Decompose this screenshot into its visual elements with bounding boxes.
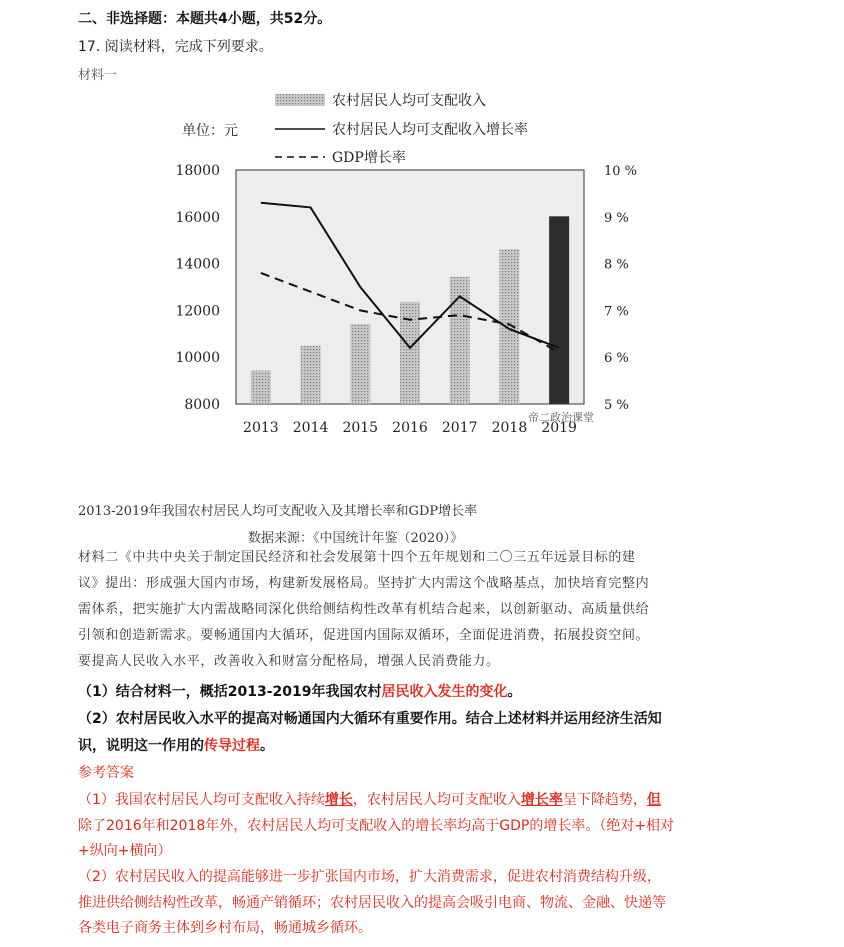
material-1-label: 材料一 [78, 68, 118, 83]
y2-tick-label: 10 % [604, 164, 638, 179]
unit-label: 单位：元 [182, 123, 238, 139]
material-2-line: 议》提出：形成强大国内市场，构建新发展格局。坚持扩大内需这个战略基点，加快培育完整内 [78, 576, 650, 591]
y2-tick-label: 7 % [604, 304, 629, 320]
y-tick-label: 8000 [184, 397, 220, 413]
question-2-line-1: （2）农村居民收入水平的提高对畅通国内大循环有重要作用。结合上述材料并运用经济生活知 [78, 711, 662, 727]
answer-2-line-3: 各类电子商务主体到乡村布局，畅通城乡循环。 [78, 920, 372, 936]
bar-2015 [350, 324, 370, 404]
answer-1-underline: 增长率 [520, 792, 563, 808]
y2-tick-label: 9 % [604, 210, 629, 226]
material-2-line: 引领和创造新需求。要畅通国内大循环，促进国内国际双循环，全面促进消费，拓展投资空间。 [78, 628, 650, 643]
y-tick-label: 18000 [175, 163, 220, 179]
answer-1-line-2: 除了2016年和2018年外，农村居民人均可支配收入的增长率均高于GDP的增长率。（绝对+相对 [78, 818, 675, 834]
income-growth-chart [160, 88, 645, 440]
x-tick-label: 2019 [541, 420, 577, 436]
answer-1-underline: 增长 [324, 792, 353, 808]
x-tick-label: 2016 [392, 420, 428, 436]
legend-swatch-bar [275, 94, 325, 106]
watermark-text: 帝二政治课堂 [528, 411, 594, 424]
chart-caption: 2013-2019年我国农村居民人均可支配收入及其增长率和GDP增长率 [78, 504, 478, 519]
y-tick-label: 10000 [175, 350, 220, 367]
x-tick-label: 2013 [243, 420, 279, 436]
question-17-prompt: 17. 阅读材料，完成下列要求。 [78, 39, 273, 55]
legend-label-income: 农村居民人均可支配收入 [332, 93, 486, 109]
x-tick-label: 2014 [292, 420, 329, 436]
question-2-highlight: 传导过程 [204, 738, 260, 754]
material-2-line: 材料二《中共中央关于制定国民经济和社会发展第十四个五年规划和二〇三五年远景目标的建 [78, 550, 636, 565]
material-2-text [78, 545, 758, 675]
answer-1-line-1: （1）我国农村居民人均可支配收入持续增长，农村居民人均可支配收入增长率呈下降趋势，但 [78, 792, 661, 808]
y2-tick-label: 6 % [604, 351, 629, 367]
y2-tick-label: 5 % [604, 398, 629, 413]
x-tick-label: 2015 [342, 420, 379, 436]
question-1: （1）结合材料一，概括2013-2019年我国农村居民收入发生的变化。 [78, 684, 522, 700]
bar-2016 [400, 302, 420, 404]
question-1-highlight: 居民收入发生的变化 [381, 684, 508, 700]
answer-label: 参考答案 [78, 765, 134, 781]
answer-2-line-2: 推进供给侧结构性改革，畅通产销循环；农村居民收入的提高会吸引电商、物流、金融、快递等 [78, 895, 666, 911]
answer-1-underline: 但 [646, 792, 661, 808]
data-source: 数据来源：《中国统计年鉴（2020）》 [248, 531, 464, 546]
legend-label-income-growth: 农村居民人均可支配收入增长率 [332, 122, 528, 138]
bar-2013 [251, 371, 271, 404]
bar-2018 [499, 249, 519, 404]
y2-tick-label: 8 % [604, 257, 629, 273]
material-2-line: 要提高人民收入水平，改善收入和财富分配格局，增强人民消费能力。 [78, 654, 500, 669]
question-2-line-2: 识，说明这一作用的传导过程。 [78, 738, 274, 754]
y-tick-label: 14000 [175, 256, 220, 273]
bar-2019 [549, 216, 569, 404]
answer-2-line-1: （2）农村居民收入的提高能够进一步扩张国内市场，扩大消费需求，促进农村消费结构升级， [78, 869, 661, 885]
answer-1-line-3: +纵向+横向） [78, 843, 172, 859]
bar-2014 [301, 346, 321, 404]
x-tick-label: 2017 [441, 420, 478, 436]
y-tick-label: 16000 [175, 209, 220, 226]
x-tick-label: 2018 [491, 420, 528, 436]
section-title: 二、非选择题：本题共4小题，共52分。 [78, 11, 332, 27]
material-2-line: 需体系，把实施扩大内需战略同深化供给侧结构性改革有机结合起来，以创新驱动、高质量供给 [78, 602, 650, 617]
legend-label-gdp-growth: GDP增长率 [332, 150, 406, 166]
y-tick-label: 12000 [175, 303, 220, 320]
